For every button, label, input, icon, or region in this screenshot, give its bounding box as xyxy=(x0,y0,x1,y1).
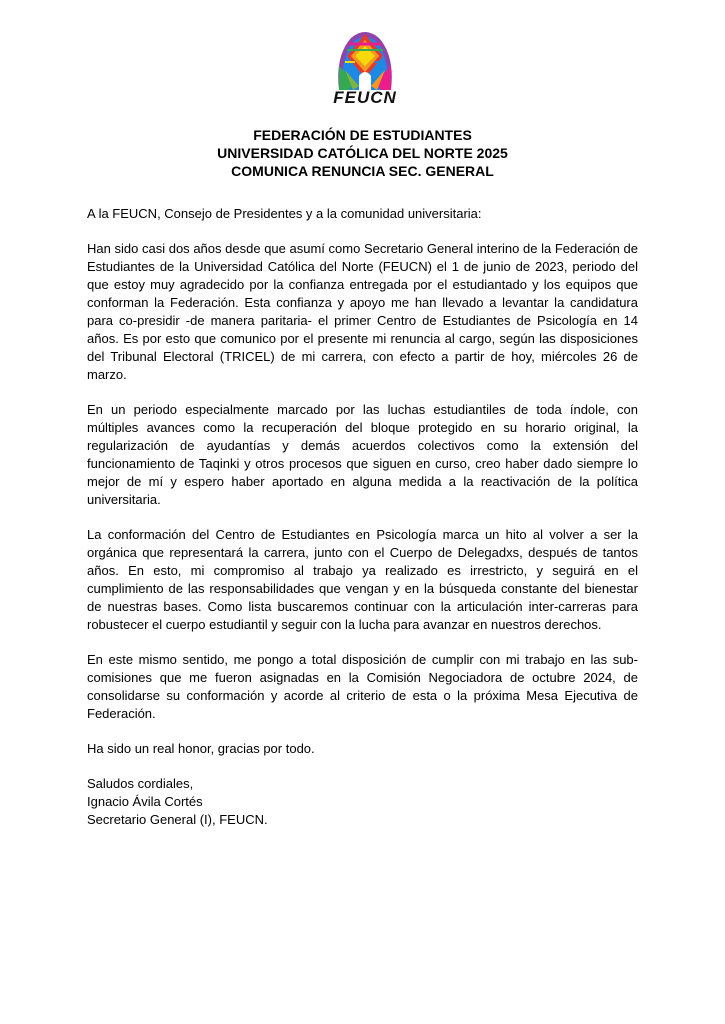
signoff: Saludos cordiales, xyxy=(87,776,194,791)
paragraph-4: En este mismo sentido, me pongo a total disposición de cumplir con mi trabajo en las sub-comisiones que me fueron asignadas en la Comisión Negociadora de octubre 2024, de consolidarse su conformación y acorde al criterio de esta o la próxima Mesa Ejecutiva de Federación. xyxy=(87,652,638,721)
heading-line-3: COMUNICA RENUNCIA SEC. GENERAL xyxy=(231,163,494,179)
paragraph-1: Han sido casi dos años desde que asumí como Secretario General interino de la Federación de Estudiantes de la Universidad Católica del Norte (FEUCN) el 1 de junio de 2023, periodo del que estoy muy agradecido por la confianza entregada por el estudiantado y los equipos que conforman la Federación. Esta confianza y apoyo me han llevado a levantar la candidatura para co-presidir -de manera paritaria- el primer Centro de Estudiantes de Psicología en 14 años. Es por esto que comunico por el presente mi renuncia al cargo, según las disposiciones del Tribunal Electoral (TRICEL) de mi carrera, con efecto a partir de hoy, miércoles 26 de marzo. xyxy=(87,241,638,382)
heading-line-1: FEDERACIÓN DE ESTUDIANTES xyxy=(253,127,472,143)
paragraph-2: En un periodo especialmente marcado por las luchas estudiantiles de toda índole, con múltiples avances como la recuperación del bloque protegido en su horario original, la regularización de ayudantías y demás acuerdos colectivos como la extensión del funcionamiento de Taqinki y otros procesos que siguen en curso, creo haber dado siempre lo mejor de mí y espero haber aportado en alguna medida a la reactivación de la política universitaria. xyxy=(87,402,638,507)
signer-name: Ignacio Ávila Cortés xyxy=(87,794,203,809)
closing-thanks: Ha sido un real honor, gracias por todo. xyxy=(87,741,315,756)
logo-text: FEUCN xyxy=(333,88,397,107)
salutation: A la FEUCN, Consejo de Presidentes y a la comunidad universitaria: xyxy=(87,206,482,221)
document-heading xyxy=(0,126,725,180)
letter-body xyxy=(87,205,638,829)
heading-line-2: UNIVERSIDAD CATÓLICA DEL NORTE 2025 xyxy=(217,145,508,161)
feucn-logo-mark xyxy=(325,26,405,92)
signer-title: Secretario General (I), FEUCN. xyxy=(87,812,268,827)
paragraph-3: La conformación del Centro de Estudiantes en Psicología marca un hito al volver a ser la orgánica que representará la carrera, junto con el Cuerpo de Delegadxs, después de tantos años. En esto, mi compromiso al trabajo ya realizado es irrestricto, y seguirá en el cumplimiento de las responsabilidades que vengan y en la búsqueda constante del bienestar de nuestras bases. Como lista buscaremos continuar con la articulación inter-carreras para robustecer el cuerpo estudiantil y seguir con la lucha para avanzar en nuestros derechos. xyxy=(87,527,638,632)
signature-block xyxy=(87,775,638,829)
feucn-logo xyxy=(325,26,405,110)
